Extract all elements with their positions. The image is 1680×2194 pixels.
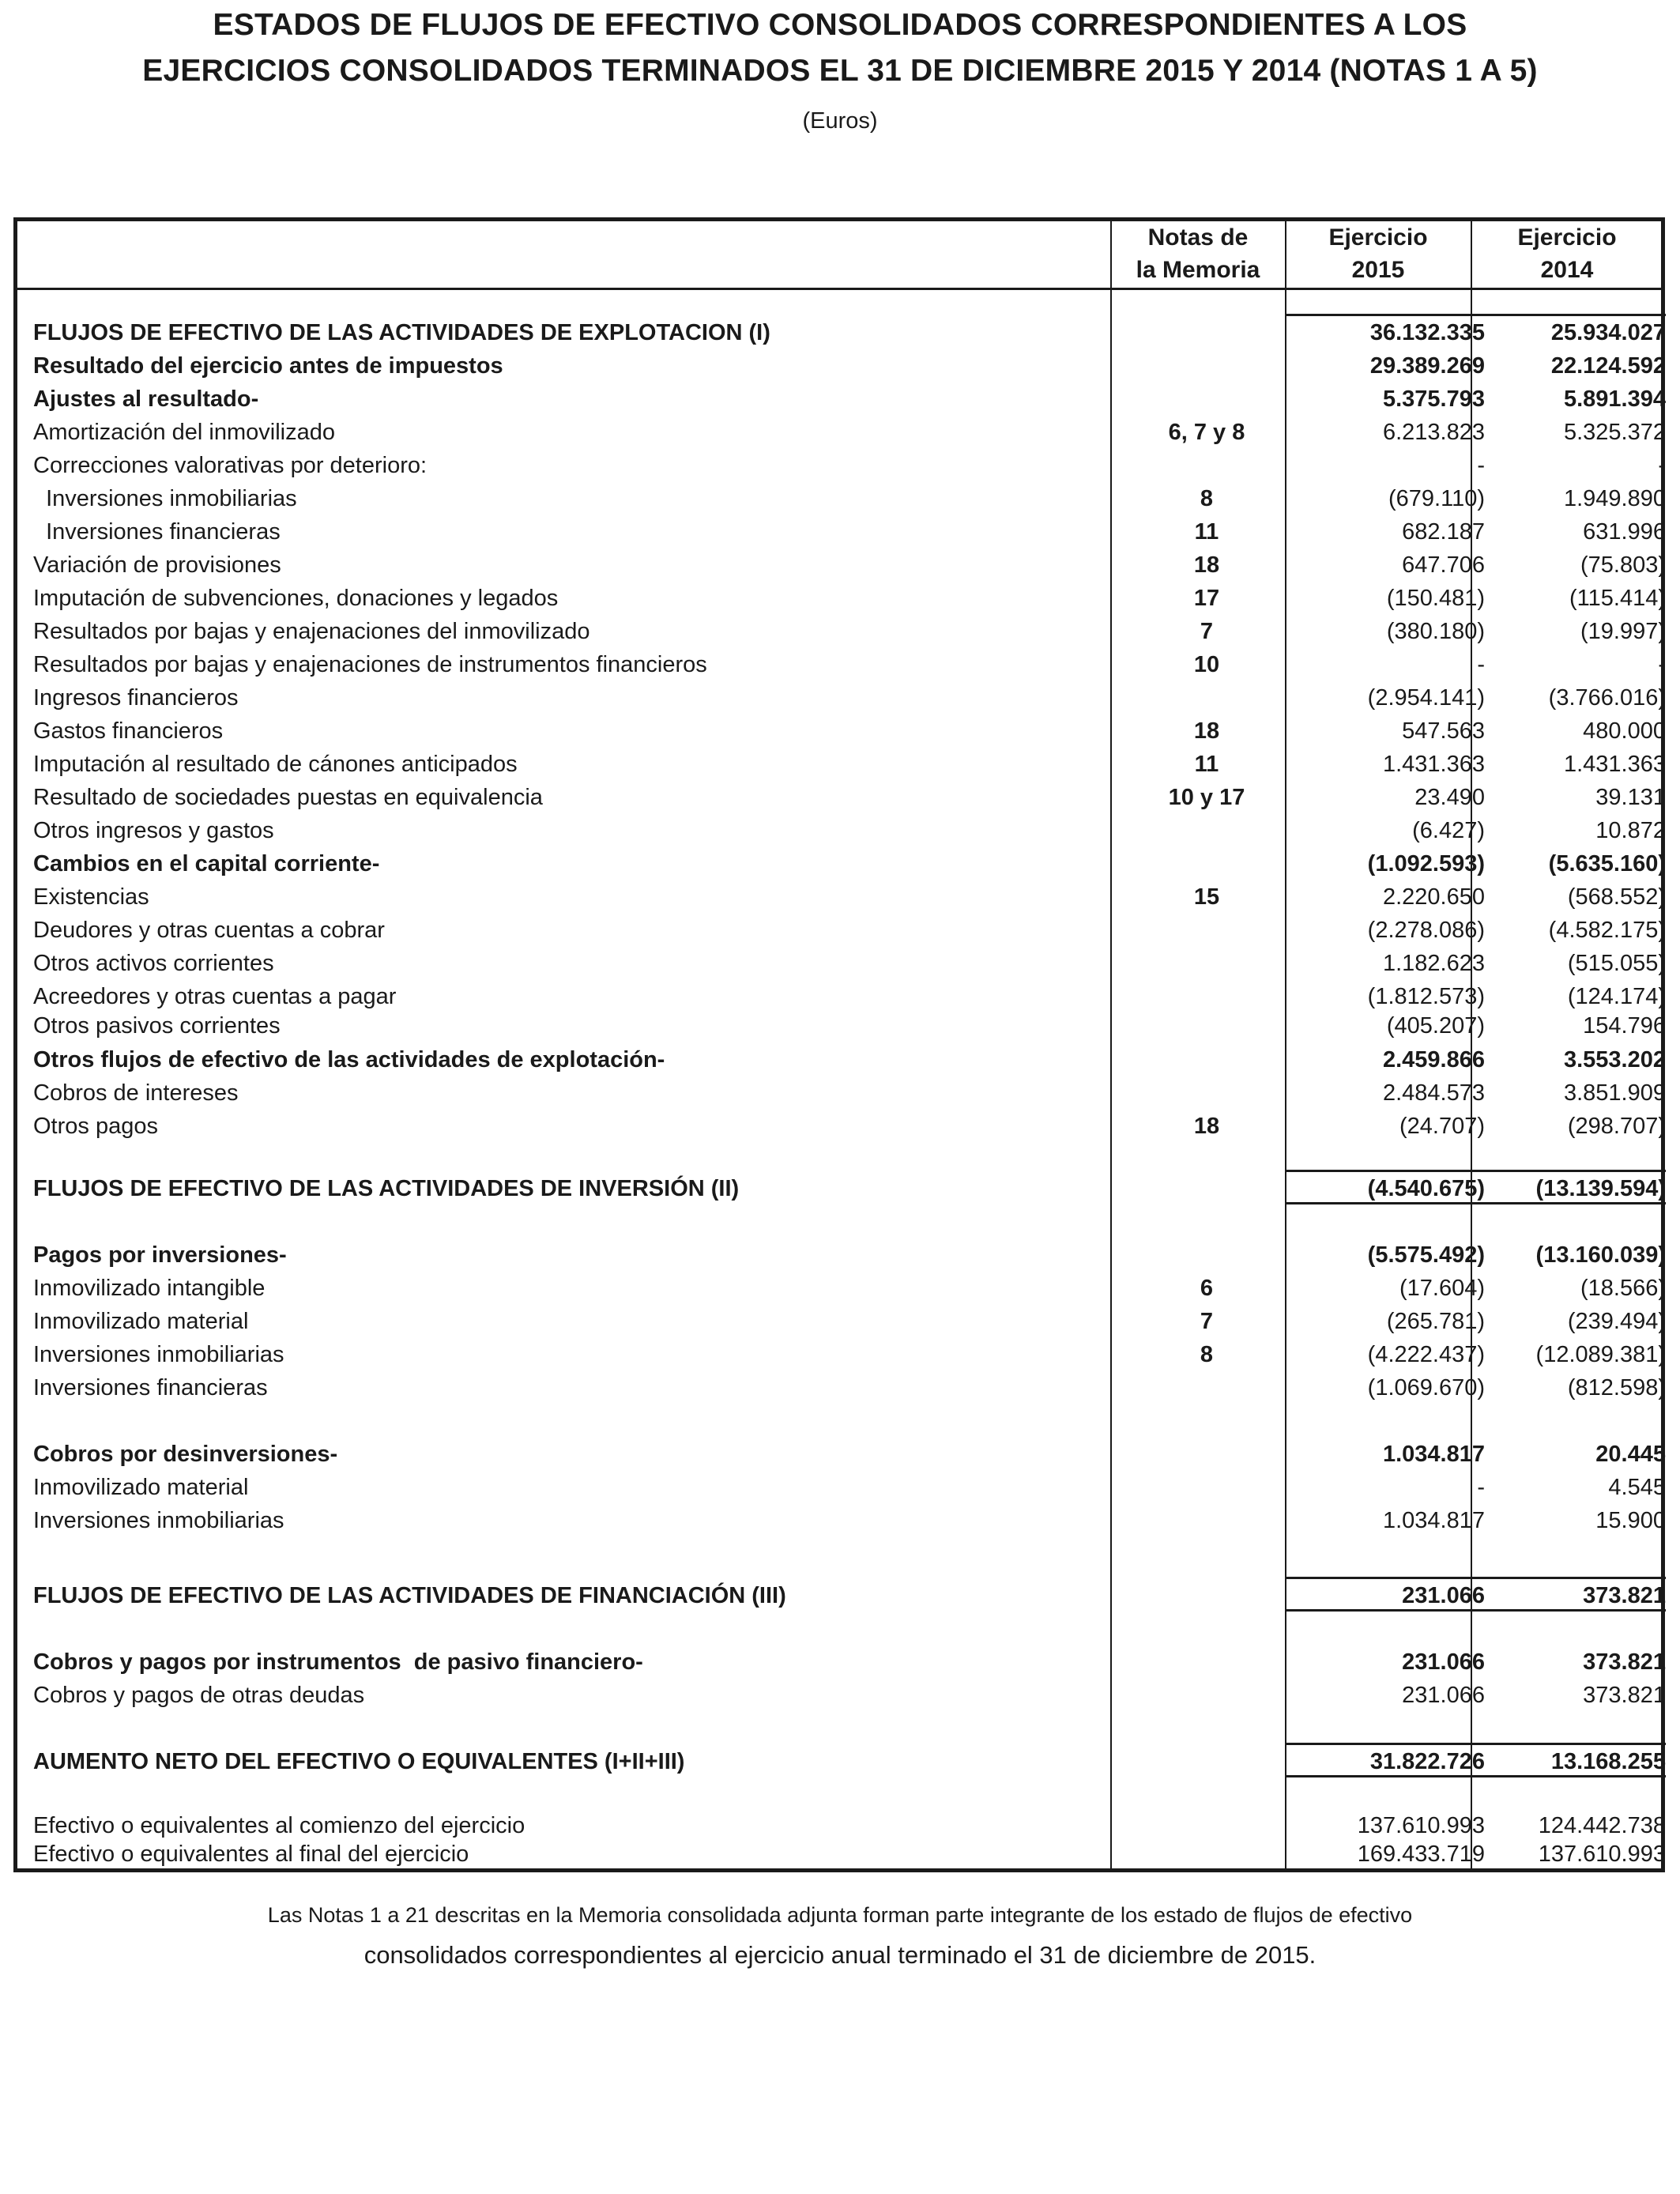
- row-value-2015: (380.180): [1386, 619, 1485, 644]
- row-value-2014: 5.325.372: [1563, 420, 1666, 445]
- row-flujos-financiacion: [17, 1579, 1666, 1612]
- row-note: 18: [1193, 1114, 1220, 1139]
- row-value-2015: 1.034.817: [1382, 1442, 1485, 1467]
- row-efectivo-comienzo: [17, 1811, 1666, 1840]
- row-canones-anticipados: [17, 748, 1666, 781]
- header-2014-line2: 2014: [1540, 257, 1594, 283]
- row-acreedores: [17, 980, 1666, 1013]
- row-label: Inversiones inmobiliarias: [33, 1508, 284, 1533]
- row-value-2015: 31.822.726: [1369, 1749, 1485, 1774]
- row-label: Inmovilizado intangible: [33, 1276, 266, 1301]
- currency-units: (Euros): [802, 108, 878, 134]
- row-label: Resultado del ejercicio antes de impuestos: [33, 353, 503, 379]
- row-value-2014: 39.131: [1595, 785, 1666, 810]
- row-label: Deudores y otras cuentas a cobrar: [33, 918, 385, 943]
- row-value-2015: (2.278.086): [1367, 918, 1485, 943]
- row-label: Resultados por bajas y enajenaciones del inmovilizado: [33, 619, 590, 644]
- row-value-2015: 231.066: [1402, 1649, 1485, 1675]
- row-label: Resultados por bajas y enajenaciones de instrumentos financieros: [33, 652, 707, 677]
- row-value-2015: 2.484.573: [1382, 1080, 1485, 1106]
- row-bajas-inmovilizado: [17, 615, 1666, 648]
- row-label: Cobros por desinversiones-: [33, 1442, 338, 1467]
- row-variacion-provisiones: [17, 548, 1666, 582]
- row-label: Otros flujos de efectivo de las actividades de explotación-: [33, 1047, 665, 1072]
- row-label: Inversiones financieras: [33, 519, 281, 545]
- header-2015: [1286, 221, 1470, 286]
- row-label: Inversiones financieras: [33, 1375, 268, 1400]
- row-pagos-inversiones: [17, 1238, 1666, 1272]
- row-value-2015: (405.207): [1386, 1013, 1485, 1039]
- row-value-2014: 480.000: [1583, 718, 1666, 744]
- row-value-2014: (515.055): [1567, 951, 1666, 976]
- row-note: 15: [1193, 884, 1220, 910]
- row-inversiones-inmobiliarias-pagos: [17, 1338, 1666, 1371]
- row-note: 8: [1200, 1342, 1214, 1367]
- row-value-2014: (13.139.594): [1535, 1176, 1666, 1201]
- row-ajustes: [17, 383, 1666, 416]
- row-label: Imputación al resultado de cánones anticipados: [33, 752, 518, 777]
- row-value-2015: (17.604): [1399, 1276, 1485, 1301]
- row-value-2015: 231.066: [1402, 1583, 1485, 1608]
- row-label: Efectivo o equivalentes al final del ejercicio: [33, 1842, 469, 1867]
- row-label: Otros activos corrientes: [33, 951, 274, 976]
- row-value-2014: 1.431.363: [1563, 752, 1666, 777]
- row-value-2015: 137.610.993: [1357, 1813, 1485, 1838]
- row-value-2015: 5.375.793: [1382, 386, 1485, 412]
- row-note: 18: [1193, 718, 1220, 744]
- row-label: FLUJOS DE EFECTIVO DE LAS ACTIVIDADES DE FINANCIACIÓN (III): [33, 1583, 786, 1608]
- row-aumento-neto: [17, 1745, 1666, 1778]
- row-inversiones-inmobiliarias-cobros: [17, 1504, 1666, 1537]
- header-2015-line2: 2015: [1351, 257, 1405, 283]
- header-notes-line1: Notas de: [1147, 224, 1249, 251]
- row-flujos-explotacion: [17, 316, 1666, 349]
- row-label: Inmovilizado material: [33, 1475, 249, 1500]
- row-inversiones-financieras-pagos: [17, 1371, 1666, 1404]
- row-inmovilizado-material: [17, 1305, 1666, 1338]
- row-value-2015: (5.575.492): [1367, 1242, 1485, 1268]
- row-deudores: [17, 914, 1666, 947]
- row-value-2014: (568.552): [1567, 884, 1666, 910]
- row-label: FLUJOS DE EFECTIVO DE LAS ACTIVIDADES DE INVERSIÓN (II): [33, 1176, 740, 1201]
- row-value-2015: 547.563: [1402, 718, 1485, 744]
- row-inmovilizado-material-cobros: [17, 1471, 1666, 1504]
- row-note: 8: [1200, 486, 1214, 511]
- header-rule: [17, 288, 1661, 290]
- row-cobros-desinversiones: [17, 1438, 1666, 1471]
- row-otros-activos-corrientes: [17, 947, 1666, 980]
- row-value-2015: (1.812.573): [1367, 984, 1485, 1009]
- row-label: Cobros y pagos por instrumentos de pasivo financiero-: [33, 1649, 643, 1675]
- row-value-2014: (115.414): [1569, 586, 1666, 611]
- row-value-2014: 20.445: [1595, 1442, 1666, 1467]
- row-note: 17: [1193, 586, 1220, 611]
- footnote-line-1: Las Notas 1 a 21 descritas en la Memoria consolidada adjunta forman parte integrante de los estado de flujos de efectivo: [267, 1903, 1413, 1927]
- row-value-2015: (1.092.593): [1367, 851, 1485, 876]
- row-value-2014: -: [1658, 652, 1666, 677]
- row-otros-ingresos-gastos: [17, 814, 1666, 847]
- row-note: 10 y 17: [1168, 785, 1245, 810]
- row-value-2014: 631.996: [1583, 519, 1666, 545]
- row-value-2014: 3.851.909: [1563, 1080, 1666, 1106]
- row-value-2015: -: [1477, 1475, 1485, 1500]
- row-cobros-intereses: [17, 1076, 1666, 1110]
- row-label: Ajustes al resultado-: [33, 386, 259, 412]
- row-label: Gastos financieros: [33, 718, 224, 744]
- row-note: 7: [1200, 1309, 1214, 1334]
- row-value-2015: (6.427): [1412, 818, 1485, 843]
- row-label: Otros pasivos corrientes: [33, 1013, 281, 1039]
- row-label: Acreedores y otras cuentas a pagar: [33, 984, 397, 1009]
- row-value-2014: (13.160.039): [1535, 1242, 1666, 1268]
- cash-flow-table: [13, 217, 1665, 1872]
- row-value-2015: (24.707): [1399, 1114, 1485, 1139]
- title-line-2: EJERCICIOS CONSOLIDADOS TERMINADOS EL 31 DE DICIEMBRE 2015 Y 2014 (NOTAS 1 A 5): [142, 54, 1538, 88]
- row-value-2014: (12.089.381): [1535, 1342, 1666, 1367]
- row-label: Cobros de intereses: [33, 1080, 239, 1106]
- row-value-2015: (679.110): [1388, 486, 1485, 511]
- header-2014: [1472, 221, 1662, 286]
- row-value-2015: 2.459.866: [1382, 1047, 1485, 1072]
- row-value-2014: (239.494): [1567, 1309, 1666, 1334]
- row-existencias: [17, 880, 1666, 914]
- row-value-2015: 1.431.363: [1382, 752, 1485, 777]
- row-value-2014: (18.566): [1580, 1276, 1666, 1301]
- row-value-2015: 29.389.269: [1369, 353, 1485, 379]
- row-value-2014: 154.796: [1583, 1013, 1666, 1039]
- row-value-2014: 4.545: [1608, 1475, 1666, 1500]
- header-notes-line2: la Memoria: [1136, 257, 1260, 283]
- row-label: Correcciones valorativas por deterioro:: [33, 453, 428, 478]
- row-value-2015: 231.066: [1402, 1683, 1485, 1708]
- row-value-2015: (4.222.437): [1367, 1342, 1485, 1367]
- row-inversiones-inmobiliarias: [17, 482, 1666, 515]
- row-label: Resultado de sociedades puestas en equivalencia: [33, 785, 543, 810]
- row-label: FLUJOS DE EFECTIVO DE LAS ACTIVIDADES DE EXPLOTACION (I): [33, 320, 770, 345]
- row-ingresos-financieros: [17, 681, 1666, 714]
- row-value-2015: 682.187: [1402, 519, 1485, 545]
- row-note: 10: [1193, 652, 1220, 677]
- row-value-2014: 373.821: [1583, 1583, 1666, 1608]
- row-otros-pagos: [17, 1110, 1666, 1143]
- row-inmovilizado-intangible: [17, 1272, 1666, 1305]
- row-value-2015: 36.132.335: [1369, 320, 1485, 345]
- row-label: Cambios en el capital corriente-: [33, 851, 380, 876]
- row-label: Existencias: [33, 884, 149, 910]
- row-value-2014: (4.582.175): [1548, 918, 1666, 943]
- row-value-2015: 2.220.650: [1382, 884, 1485, 910]
- row-note: 6: [1200, 1276, 1214, 1301]
- row-value-2015: -: [1477, 652, 1485, 677]
- row-note: 11: [1194, 752, 1219, 777]
- header-2014-line1: Ejercicio: [1517, 224, 1617, 251]
- row-note: 11: [1194, 519, 1219, 545]
- row-label: Inversiones inmobiliarias: [33, 1342, 284, 1367]
- row-value-2015: 6.213.823: [1382, 420, 1485, 445]
- row-value-2015: (265.781): [1386, 1309, 1485, 1334]
- row-value-2015: 647.706: [1402, 552, 1485, 578]
- row-value-2014: (124.174): [1567, 984, 1666, 1009]
- row-label: Amortización del inmovilizado: [33, 420, 335, 445]
- row-value-2014: 5.891.394: [1563, 386, 1666, 412]
- row-value-2014: 15.900: [1595, 1508, 1666, 1533]
- header-2015-line1: Ejercicio: [1328, 224, 1428, 251]
- row-note: 6, 7 y 8: [1168, 420, 1245, 445]
- row-label: Cobros y pagos de otras deudas: [33, 1683, 365, 1708]
- row-value-2014: 373.821: [1583, 1649, 1666, 1675]
- row-value-2014: (812.598): [1567, 1375, 1666, 1400]
- row-label: Ingresos financieros: [33, 685, 239, 711]
- row-value-2014: 137.610.993: [1538, 1842, 1666, 1867]
- row-value-2014: (3.766.016): [1548, 685, 1666, 711]
- row-resultado-antes-impuestos: [17, 349, 1666, 383]
- row-value-2014: 3.553.202: [1563, 1047, 1666, 1072]
- footnote-line-2: consolidados correspondientes al ejercicio anual terminado el 31 de diciembre de 2015.: [363, 1941, 1317, 1969]
- row-otros-flujos-explotacion: [17, 1043, 1666, 1076]
- row-otros-pasivos-corrientes: [17, 1012, 1666, 1040]
- row-label: Inmovilizado material: [33, 1309, 249, 1334]
- row-value-2014: (19.997): [1580, 619, 1666, 644]
- row-value-2014: -: [1658, 453, 1666, 478]
- row-label: Imputación de subvenciones, donaciones y legados: [33, 586, 559, 611]
- row-value-2015: (4.540.675): [1367, 1176, 1485, 1201]
- row-value-2015: 1.034.817: [1382, 1508, 1485, 1533]
- row-cobros-pagos-instrumentos: [17, 1646, 1666, 1679]
- row-label: Otros pagos: [33, 1114, 158, 1139]
- row-label: AUMENTO NETO DEL EFECTIVO O EQUIVALENTES (I+II+III): [33, 1749, 685, 1774]
- row-value-2015: 1.182.623: [1382, 951, 1485, 976]
- row-amortizacion: [17, 416, 1666, 449]
- row-bajas-instrumentos: [17, 648, 1666, 681]
- row-inversiones-financieras: [17, 515, 1666, 548]
- header-notes: [1112, 221, 1284, 286]
- row-otras-deudas: [17, 1679, 1666, 1712]
- title-line-1: ESTADOS DE FLUJOS DE EFECTIVO CONSOLIDADOS CORRESPONDIENTES A LOS: [213, 8, 1467, 42]
- row-imputacion-subvenciones: [17, 582, 1666, 615]
- row-sociedades-equivalencia: [17, 781, 1666, 814]
- row-value-2014: (298.707): [1567, 1114, 1666, 1139]
- row-value-2015: (1.069.670): [1367, 1375, 1485, 1400]
- row-value-2014: (75.803): [1580, 552, 1666, 578]
- row-note: 18: [1193, 552, 1220, 578]
- row-value-2015: (2.954.141): [1367, 685, 1485, 711]
- row-label: Otros ingresos y gastos: [33, 818, 274, 843]
- row-cambios-capital-corriente: [17, 847, 1666, 880]
- row-flujos-inversion: [17, 1172, 1666, 1205]
- row-label: Inversiones inmobiliarias: [33, 486, 297, 511]
- row-value-2014: (5.635.160): [1548, 851, 1666, 876]
- row-note: 7: [1200, 619, 1214, 644]
- row-value-2014: 22.124.592: [1550, 353, 1666, 379]
- row-value-2015: -: [1477, 453, 1485, 478]
- row-value-2014: 1.949.890: [1563, 486, 1666, 511]
- row-value-2015: 169.433.719: [1357, 1842, 1485, 1867]
- row-value-2014: 373.821: [1583, 1683, 1666, 1708]
- row-value-2015: 23.490: [1414, 785, 1485, 810]
- row-value-2014: 10.872: [1595, 818, 1666, 843]
- row-correcciones: [17, 449, 1666, 482]
- row-efectivo-final: [17, 1840, 1666, 1868]
- row-gastos-financieros: [17, 714, 1666, 748]
- row-label: Efectivo o equivalentes al comienzo del ejercicio: [33, 1813, 525, 1838]
- row-value-2015: (150.481): [1386, 586, 1485, 611]
- row-value-2014: 25.934.027: [1550, 320, 1666, 345]
- row-label: Variación de provisiones: [33, 552, 281, 578]
- row-value-2014: 13.168.255: [1550, 1749, 1666, 1774]
- row-label: Pagos por inversiones-: [33, 1242, 287, 1268]
- row-value-2014: 124.442.738: [1538, 1813, 1666, 1838]
